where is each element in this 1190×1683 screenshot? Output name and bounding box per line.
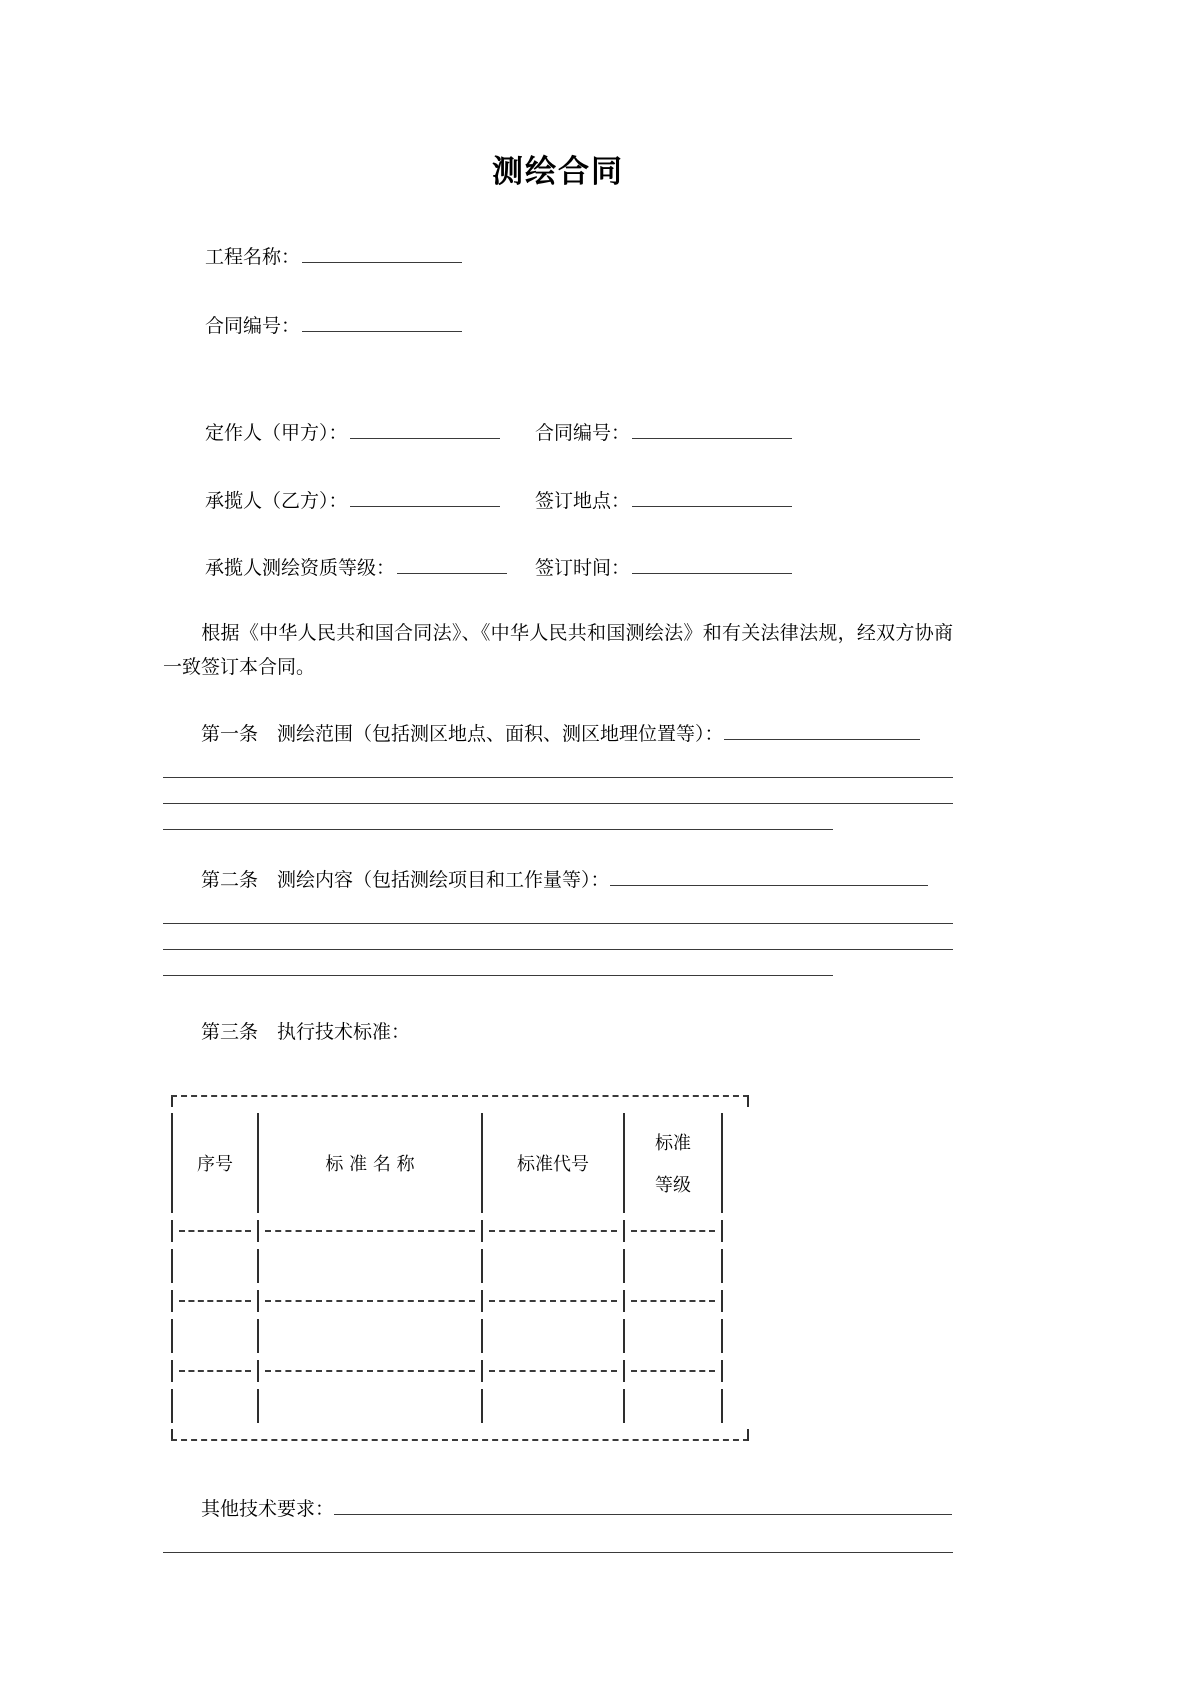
other-requirements-write-lines (163, 1527, 953, 1553)
table-vline (721, 1319, 723, 1353)
table-bottom-border (171, 1427, 749, 1449)
client-input[interactable] (350, 420, 500, 439)
signing-date-input[interactable] (632, 555, 792, 574)
signing-place-label: 签订地点： (535, 489, 631, 512)
table-header-row (171, 1109, 749, 1217)
qualification-input[interactable] (397, 555, 507, 574)
contractor-input[interactable] (350, 487, 500, 506)
client-label: 定作人（甲方）： (205, 422, 348, 445)
signing-place-field (535, 487, 794, 516)
project-name-label: 工程名称： (205, 246, 301, 269)
party-info-group (163, 419, 953, 583)
row-cell-index[interactable] (173, 1315, 257, 1357)
clause-2-number: 第二条 (201, 869, 259, 892)
contractor-field (205, 487, 535, 516)
header-cell-standard-grade (625, 1109, 721, 1217)
row-cell-index[interactable] (173, 1385, 257, 1427)
header-index-label: 序号 (197, 1153, 233, 1175)
clause-1-inline-input[interactable] (724, 721, 920, 740)
clause-2-line-1[interactable] (163, 898, 953, 924)
clause-1-line-1[interactable] (163, 752, 953, 778)
header-standard-grade-line2: 等级 (655, 1174, 691, 1196)
header-standard-name-label: 标 准 名 称 (325, 1153, 415, 1175)
row-cell-standard-name[interactable] (259, 1245, 481, 1287)
table-separator (171, 1217, 749, 1245)
table-row[interactable] (171, 1385, 749, 1427)
row-cell-index[interactable] (173, 1245, 257, 1287)
contract-number-top-label: 合同编号： (205, 314, 301, 337)
clause-1-line-3[interactable] (163, 804, 833, 830)
clause-1 (163, 718, 953, 750)
party-row-contractor (205, 487, 953, 516)
signing-date-label: 签订时间： (535, 556, 631, 579)
clause-2 (163, 864, 953, 896)
field-row-contract-number-top (205, 311, 953, 341)
table-row[interactable] (171, 1315, 749, 1357)
table-separator (171, 1357, 749, 1385)
row-cell-standard-grade[interactable] (625, 1315, 721, 1357)
contract-number-top-input[interactable] (302, 313, 462, 332)
contract-number-field (535, 419, 794, 448)
row-cell-standard-code[interactable] (483, 1315, 623, 1357)
other-requirements-line-1[interactable] (163, 1527, 953, 1553)
preamble-paragraph (163, 617, 953, 684)
top-fields-group (163, 242, 953, 341)
other-requirements-input[interactable] (334, 1496, 952, 1515)
clause-2-inline-input[interactable] (610, 867, 928, 886)
party-row-qualification (205, 554, 953, 583)
document-sheet (163, 0, 953, 1553)
party-row-client (205, 419, 953, 448)
clause-3-number: 第三条 (201, 1021, 259, 1044)
contractor-label: 承揽人（乙方）： (205, 489, 348, 512)
table-row[interactable] (171, 1245, 749, 1287)
clause-2-write-lines (163, 898, 953, 976)
clause-2-line-3[interactable] (163, 950, 833, 976)
qualification-field (205, 554, 535, 583)
row-cell-standard-name[interactable] (259, 1315, 481, 1357)
table-top-border (171, 1087, 749, 1109)
table-vline (721, 1113, 723, 1213)
preamble-text: 根据《中华人民共和国合同法》、《中华人民共和国测绘法》和有关法律法规，经双方协商一致签订本合同。 (163, 622, 953, 678)
page-title: 测绘合同 (492, 154, 624, 190)
clause-3-text: 执行技术标准： (277, 1021, 411, 1044)
row-cell-standard-grade[interactable] (625, 1245, 721, 1287)
row-cell-standard-code[interactable] (483, 1245, 623, 1287)
other-requirements-label: 其他技术要求： (201, 1497, 335, 1520)
clause-2-text: 测绘内容（包括测绘项目和工作量等）： (277, 869, 610, 892)
header-cell-index (173, 1109, 257, 1217)
clause-1-number: 第一条 (201, 722, 259, 745)
table-vline (721, 1249, 723, 1283)
row-cell-standard-grade[interactable] (625, 1385, 721, 1427)
table-separator (171, 1287, 749, 1315)
header-standard-code-label: 标准代号 (517, 1153, 589, 1175)
header-cell-standard-name (259, 1109, 481, 1217)
header-standard-grade-line1: 标准 (655, 1132, 691, 1154)
other-requirements (163, 1493, 953, 1525)
clause-3 (163, 1016, 953, 1048)
signing-date-field (535, 554, 794, 583)
clause-1-line-2[interactable] (163, 778, 953, 804)
client-field (205, 419, 535, 448)
contract-number-input[interactable] (632, 420, 792, 439)
header-cell-standard-code (483, 1109, 623, 1217)
field-row-project-name (205, 242, 953, 272)
project-name-input[interactable] (302, 244, 462, 263)
table-vline (721, 1389, 723, 1423)
row-cell-standard-name[interactable] (259, 1385, 481, 1427)
contract-number-label: 合同编号： (535, 422, 631, 445)
clause-1-write-lines (163, 752, 953, 830)
signing-place-input[interactable] (632, 487, 792, 506)
clause-1-text: 测绘范围（包括测区地点、面积、测区地理位置等）： (277, 722, 724, 745)
clause-2-line-2[interactable] (163, 924, 953, 950)
standards-table (171, 1087, 749, 1449)
qualification-label: 承揽人测绘资质等级： (205, 556, 396, 579)
row-cell-standard-code[interactable] (483, 1385, 623, 1427)
